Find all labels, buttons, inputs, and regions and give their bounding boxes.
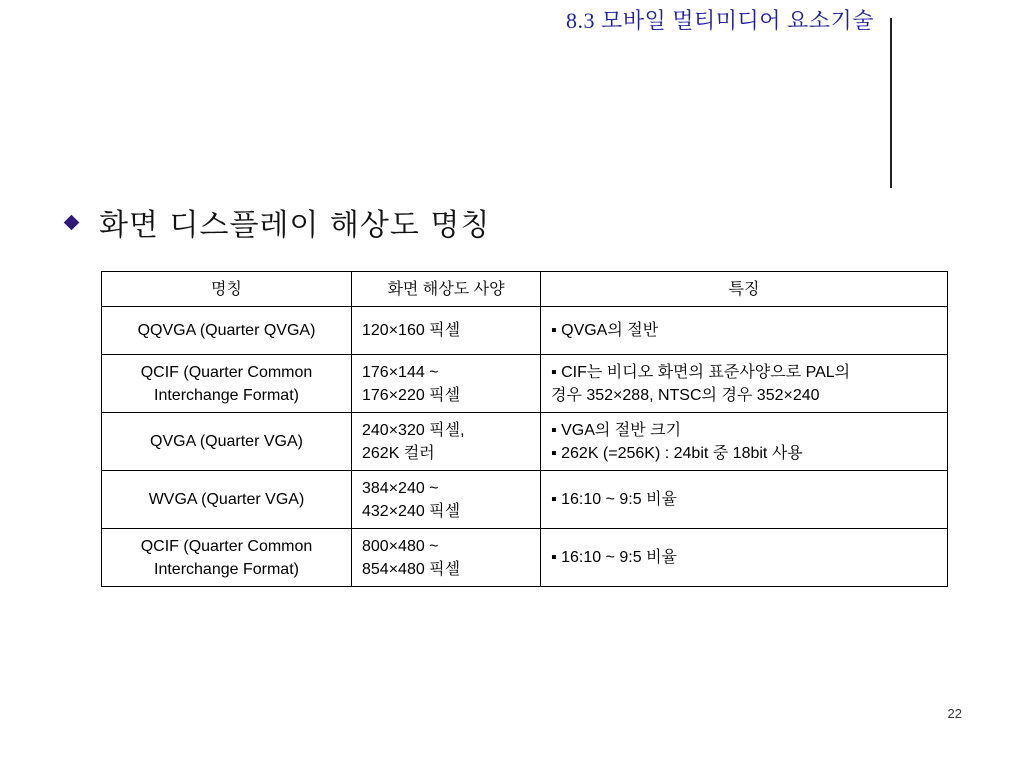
cell-line: 384×240 ~ xyxy=(362,479,439,497)
name-cell xyxy=(102,471,352,529)
name-cell xyxy=(102,529,352,587)
cell-line: ▪ CIF는 비디오 화면의 표준사양으로 PAL의 xyxy=(551,363,851,381)
cell-line: ▪ 262K (=256K) : 24bit 중 18bit 사용 xyxy=(551,444,803,462)
cell-line: 432×240 픽셀 xyxy=(362,502,461,520)
column-header-name: 명칭 xyxy=(102,272,352,307)
features-cell xyxy=(541,529,948,587)
column-header-features: 특징 xyxy=(541,272,948,307)
table-row xyxy=(102,529,948,587)
diamond-bullet-icon xyxy=(64,214,80,230)
cell-line: QCIF (Quarter Common xyxy=(140,363,313,381)
cell-line: QCIF (Quarter Common xyxy=(140,537,313,555)
features-cell xyxy=(541,307,948,355)
name-cell xyxy=(102,307,352,355)
cell-line: QVGA (Quarter VGA) xyxy=(150,433,303,450)
resolution-cell xyxy=(352,413,541,471)
resolution-cell xyxy=(352,471,541,529)
cell-line: 262K 컬러 xyxy=(362,444,435,462)
cell-line: 120×160 픽셀 xyxy=(362,322,461,339)
cell-line: 176×220 픽셀 xyxy=(362,386,461,404)
features-cell xyxy=(541,471,948,529)
cell-line: 854×480 픽셀 xyxy=(362,560,461,578)
heading-text: 화면 디스플레이 해상도 명칭 xyxy=(99,208,491,243)
cell-line: ▪ QVGA의 절반 xyxy=(551,322,659,339)
header-divider xyxy=(890,18,892,188)
cell-line: 경우 352×288, NTSC의 경우 352×240 xyxy=(551,386,820,404)
cell-line: ▪ VGA의 절반 크기 xyxy=(551,421,682,439)
features-cell xyxy=(541,413,948,471)
cell-line: QQVGA (Quarter QVGA) xyxy=(137,322,316,339)
table-row xyxy=(102,471,948,529)
column-header-resolution: 화면 해상도 사양 xyxy=(352,272,541,307)
resolution-cell xyxy=(352,307,541,355)
table-header-row xyxy=(102,272,948,307)
cell-line: WVGA (Quarter VGA) xyxy=(148,491,305,508)
section-title: 8.3 모바일 멀티미디어 요소기술 xyxy=(565,8,874,33)
resolution-cell xyxy=(352,529,541,587)
cell-line: Interchange Format) xyxy=(154,560,299,578)
slide-heading xyxy=(64,200,490,244)
name-cell xyxy=(102,355,352,413)
cell-line: ▪ 16:10 ~ 9:5 비율 xyxy=(551,549,677,566)
page-number: 22 xyxy=(947,706,962,721)
resolution-table xyxy=(101,271,948,587)
resolution-cell xyxy=(352,355,541,413)
cell-line: 176×144 ~ xyxy=(362,363,439,381)
name-cell xyxy=(102,413,352,471)
cell-line: ▪ 16:10 ~ 9:5 비율 xyxy=(551,491,677,508)
features-cell xyxy=(541,355,948,413)
cell-line: Interchange Format) xyxy=(154,386,299,404)
cell-line: 800×480 ~ xyxy=(362,537,439,555)
cell-line: 240×320 픽셀, xyxy=(362,421,465,439)
table-row xyxy=(102,307,948,355)
table-row xyxy=(102,413,948,471)
table-row xyxy=(102,355,948,413)
